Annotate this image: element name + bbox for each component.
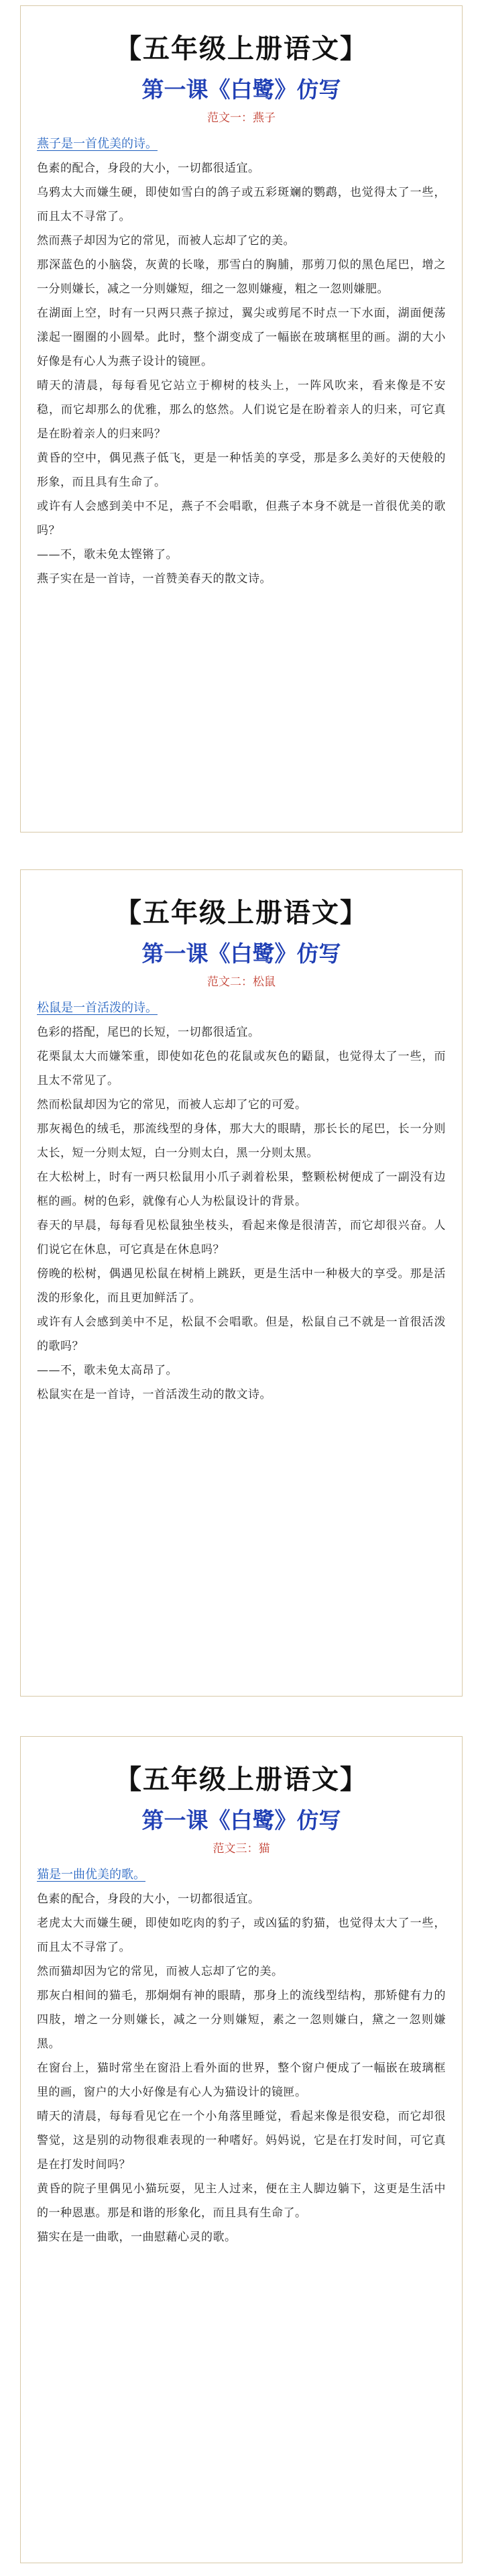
lead-sentence: 猫是一曲优美的歌。 bbox=[37, 1868, 145, 1882]
paragraph: 黄昏的空中，偶见燕子低飞，更是一种恬美的享受，那是多么美好的天使般的形象，而且具有生命了。 bbox=[37, 451, 446, 489]
paragraph: 傍晚的松树，偶遇见松鼠在树梢上跳跃，更是生活中一种极大的享受。那是活泼的形象化，而且更加鲜活了。 bbox=[37, 1267, 446, 1305]
paragraph: 然而松鼠却因为它的常见，而被人忘却了它的可爱。 bbox=[37, 1098, 307, 1112]
paragraph: 在大松树上，时有一两只松鼠用小爪子剥着松果，整颗松树便成了一副没有边框的画。树的色彩，就像有心人为松鼠设计的背景。 bbox=[37, 1171, 446, 1208]
lesson-title: 第一课《白鹭》仿写 bbox=[141, 1807, 341, 1833]
lead-sentence: 燕子是一首优美的诗。 bbox=[37, 137, 158, 151]
lesson-title: 第一课《白鹭》仿写 bbox=[141, 76, 341, 103]
paragraph: 然而燕子却因为它的常见，而被人忘却了它的美。 bbox=[37, 234, 295, 248]
paragraph: 或许有人会感到美中不足，燕子不会唱歌，但燕子本身不就是一首很优美的歌吗？ bbox=[37, 500, 446, 537]
sample-card-cat bbox=[20, 1736, 463, 2563]
paragraph: 在窗台上，猫时常坐在窗沿上看外面的世界，整个窗户便成了一幅嵌在玻璃框里的画，窗户的大小好像是有心人为猫设计的镜匣。 bbox=[37, 2061, 446, 2099]
paragraph: 色素的配合，身段的大小，一切都很适宜。 bbox=[37, 1892, 260, 1906]
sample-label: 范文三：猫 bbox=[213, 1842, 270, 1856]
lead-sentence: 松鼠是一首活泼的诗。 bbox=[37, 1001, 158, 1015]
paragraph: 那灰白相间的猫毛，那炯炯有神的眼睛，那身上的流线型结构，那矫健有力的四肢，增之一分则嫌长，减之一分则嫌短，素之一忽则嫌白，黛之一忽则嫌黑。 bbox=[37, 1989, 446, 2051]
lesson-title: 第一课《白鹭》仿写 bbox=[141, 941, 341, 967]
sample-card-swallow bbox=[20, 5, 463, 833]
paragraph: 花栗鼠太大而嫌笨重，即使如花色的花鼠或灰色的鼯鼠，也觉得太了一些，而且太不常见了。 bbox=[37, 1050, 446, 1087]
paragraph: 松鼠实在是一首诗，一首活泼生动的散文诗。 bbox=[37, 1388, 272, 1401]
paragraph: 猫实在是一曲歌，一曲慰藉心灵的歌。 bbox=[37, 2231, 237, 2244]
paragraph: 色彩的搭配，尾巴的长短，一切都很适宜。 bbox=[37, 1026, 260, 1039]
sample-card-squirrel bbox=[20, 869, 463, 1697]
paragraph: 或许有人会感到美中不足，松鼠不会唱歌。但是，松鼠自己不就是一首很活泼的歌吗？ bbox=[37, 1316, 446, 1353]
paragraph: 晴天的清晨，每每看见它站立于柳树的枝头上，一阵风吹来，看来像是不安稳，而它却那么的优雅，那么的悠然。人们说它是在盼着亲人的归来，可它真是在盼着亲人的归来吗？ bbox=[37, 379, 446, 441]
paragraph: 那灰褐色的绒毛，那流线型的身体，那大大的眼睛，那长长的尾巴，长一分则太长，短一分则太短，白一分则太白，黑一分则太黑。 bbox=[37, 1122, 446, 1160]
grade-title: 【五年级上册语文】 bbox=[115, 1764, 368, 1795]
sample-label: 范文二：松鼠 bbox=[207, 975, 276, 989]
paragraph: 在湖面上空，时有一只两只燕子掠过，翼尖或剪尾不时点一下水面，湖面便荡漾起一圈圈的小圆晕。此时，整个湖变成了一幅嵌在玻璃框里的画。湖的大小好像是有心人为燕子设计的镜匣。 bbox=[37, 307, 446, 368]
paragraph: 燕子实在是一首诗，一首赞美春天的散文诗。 bbox=[37, 572, 272, 586]
paragraph: 春天的早晨，每每看见松鼠独坐枝头，看起来像是很清苦，而它却很兴奋。人们说它在休息，可它真是在休息吗？ bbox=[37, 1219, 446, 1256]
sample-label: 范文一：燕子 bbox=[207, 111, 276, 125]
grade-title: 【五年级上册语文】 bbox=[115, 897, 368, 928]
paragraph: ——不，歌未免太铿锵了。 bbox=[37, 548, 178, 561]
paragraph: ——不，歌未免太高昂了。 bbox=[37, 1364, 178, 1377]
paragraph: 晴天的清晨，每每看见它在一个小角落里睡觉，看起来像是很安稳，而它却很警觉，这是别的动物很难表现的一种嗜好。妈妈说，它是在打发时间，可它真是在打发时间吗？ bbox=[37, 2110, 446, 2171]
paragraph: 那深蓝色的小脑袋，灰黄的长喙，那雪白的胸脯，那剪刀似的黑色尾巴，增之一分则嫌长，减之一分则嫌短，细之一忽则嫌瘦，粗之一忽则嫌肥。 bbox=[37, 258, 446, 296]
paragraph: 乌鸦太大而嫌生硬，即使如雪白的鸽子或五彩斑斓的鹦鹉，也觉得太了一些，而且太不寻常了。 bbox=[37, 186, 446, 223]
paragraph: 黄昏的院子里偶见小猫玩耍，见主人过来，便在主人脚边躺下，这更是生活中的一种恩惠。那是和谐的形象化，而且具有生命了。 bbox=[37, 2182, 446, 2220]
grade-title: 【五年级上册语文】 bbox=[115, 33, 368, 64]
paragraph: 色素的配合，身段的大小，一切都很适宜。 bbox=[37, 162, 260, 175]
paragraph: 老虎太大而嫌生硬，即使如吃肉的豹子，或凶猛的豹猫，也觉得太大了一些，而且太不寻常了。 bbox=[37, 1917, 446, 1954]
paragraph: 然而猫却因为它的常见，而被人忘却了它的美。 bbox=[37, 1965, 284, 1978]
